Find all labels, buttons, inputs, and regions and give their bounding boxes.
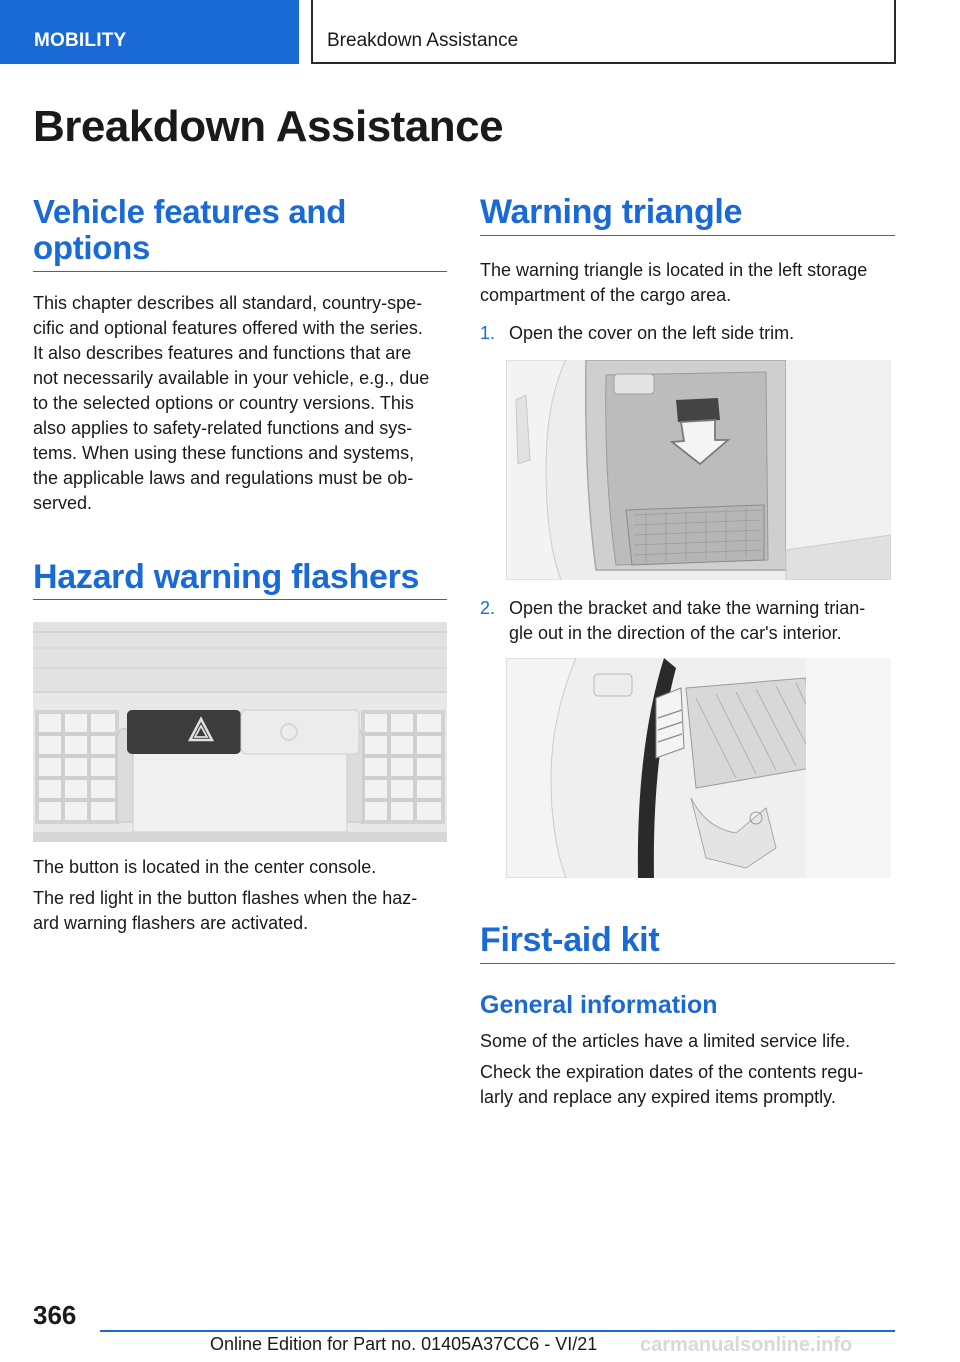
vehicle-features-text: This chapter describes all standard, country-spe- cific and optional features offered with the series. It also describes features and functions that are not necessarily available in your vehicle, e.g., due to the selected options or country versions. This also applies to safety-related functions and sys- tems. When using these functions and systems, the applicable laws and regulations must be ob- served. <box>33 293 430 513</box>
first-aid-service-life-text: Some of the articles have a limited service life. <box>480 1031 851 1051</box>
step-number: 1. <box>480 323 496 343</box>
warning-triangle-bracket-figure <box>506 658 891 878</box>
hazard-light-text: The red light in the button flashes when the haz- ard warning flashers are activated. <box>33 888 418 933</box>
left-trim-cover-figure <box>506 360 891 580</box>
step-number: 2. <box>480 598 496 618</box>
first-aid-expiration-text: Check the expiration dates of the contents regu- larly and replace any expired items promptly. <box>480 1062 864 1107</box>
hazard-location-text: The button is located in the center console. <box>33 857 377 877</box>
warning-triangle-intro: The warning triangle is located in the left storage compartment of the cargo area. <box>480 260 868 305</box>
vehicle-features-heading: Vehicle features and options <box>33 194 447 272</box>
page-title: Breakdown Assistance <box>33 102 504 151</box>
hazard-heading: Hazard warning flashers <box>33 559 447 600</box>
footer-edition: Online Edition for Part no. 01405A37CC6 - VI/21 <box>210 1334 598 1354</box>
section-label: MOBILITY <box>34 30 127 51</box>
chapter-label: Breakdown Assistance <box>327 30 519 51</box>
storage-compartment-illustration <box>506 360 891 580</box>
bracket-illustration <box>506 658 891 878</box>
hazard-button-figure <box>33 622 447 842</box>
page-number: 366 <box>33 1300 77 1330</box>
first-aid-heading: First-aid kit <box>480 922 895 964</box>
watermark: carmanualsonline.info <box>640 1334 853 1356</box>
section-tab <box>0 0 299 64</box>
chapter-tab <box>311 0 896 64</box>
hazard-console-illustration <box>33 622 447 842</box>
footer-divider <box>100 1330 895 1332</box>
step-text: Open the cover on the left side trim. <box>509 323 795 343</box>
step-text: Open the bracket and take the warning trian- gle out in the direction of the car's interior. <box>509 598 866 643</box>
warning-triangle-heading: Warning triangle <box>480 194 895 236</box>
general-information-heading: General information <box>480 991 718 1019</box>
